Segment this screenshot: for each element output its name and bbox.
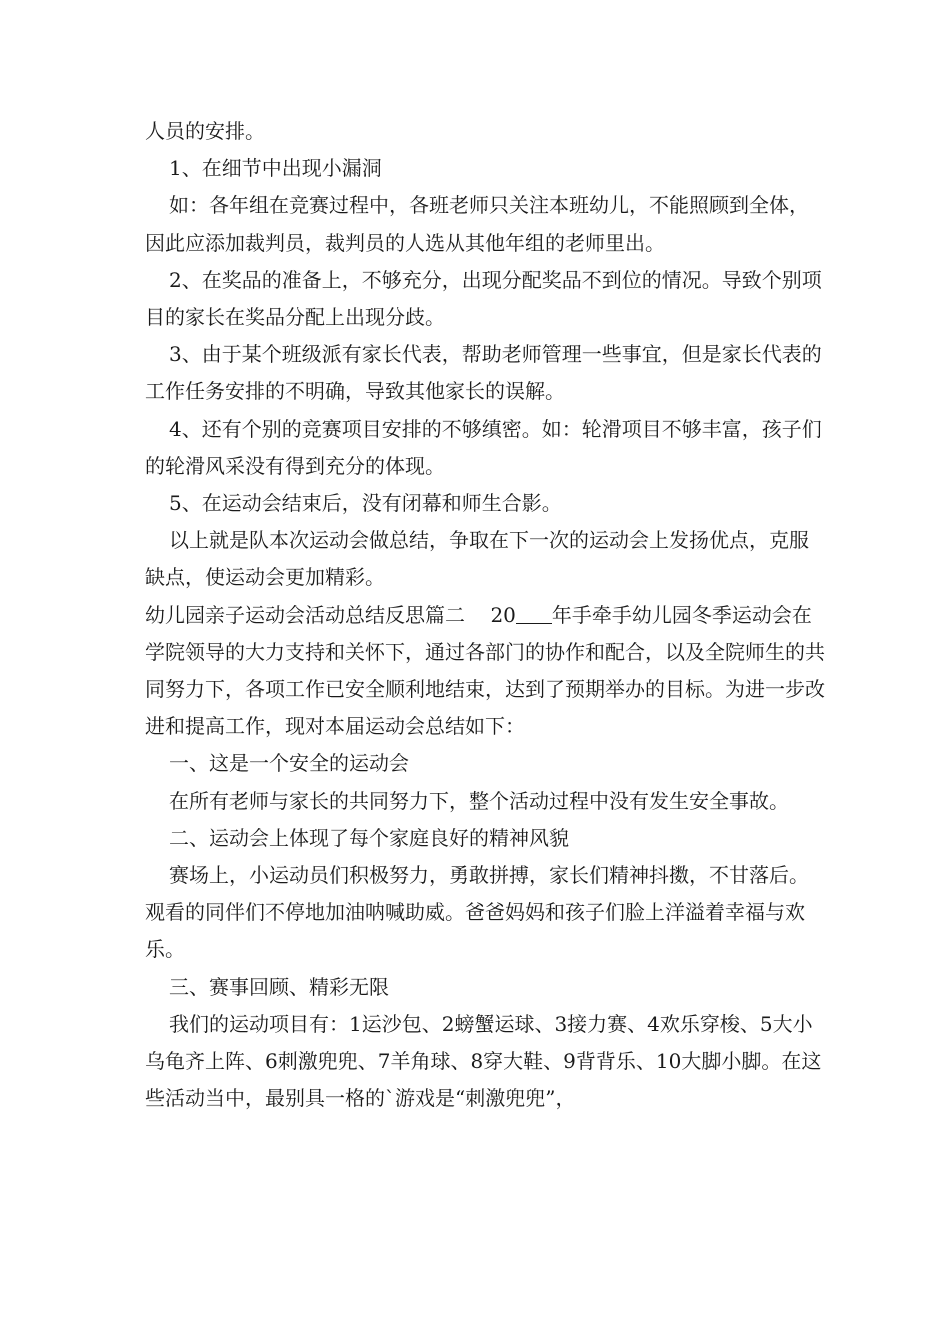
paragraph: 在所有老师与家长的共同努力下，整个活动过程中没有发生安全事故。 xyxy=(169,788,789,813)
paragraph: 以上就是队本次运动会做总结，争取在下一次的运动会上发扬优点，克服缺点，使运动会更加精彩。 xyxy=(145,528,809,590)
paragraph: 2、在奖品的准备上，不够充分，出现分配奖品不到位的情况。导致个别项目的家长在奖品分配上出现分歧。 xyxy=(145,267,822,330)
paragraph: 如：各年组在竞赛过程中，各班老师只关注本班幼儿，不能照顾到全体，因此应添加裁判员，裁判员的人选从其他年组的老师里出。 xyxy=(145,193,809,255)
section-title: 幼儿园亲子运动会活动总结反思篇二 xyxy=(145,602,465,627)
section-intro-body: 年手牵手幼儿园冬季运动会在学院领导的大力支持和关怀下，通过各部门的协作和配合，以及全院师生的共同努力下，各项工作已安全顺利地结束，达到了预期举办的目标。为进一步改进和提高工作，现对本届运动会总结如下： xyxy=(145,602,825,739)
heading-three: 三、赛事回顾、精彩无限 xyxy=(169,974,389,999)
heading-two: 二、运动会上体现了每个家庭良好的精神风貌 xyxy=(169,825,569,850)
year-blank-underline xyxy=(516,603,552,624)
section-two-intro xyxy=(145,597,825,746)
paragraph: 我们的运动项目有：1运沙包、2螃蟹运球、3接力赛、4欢乐穿梭、5大小乌龟齐上阵、6刺激兜兜、7羊角球、8穿大鞋、9背背乐、10大脚小脚。在这些活动当中，最别具一格的`游戏是“刺激兜兜”， xyxy=(145,1011,822,1111)
heading-one: 一、这是一个安全的运动会 xyxy=(169,751,409,776)
paragraph: 赛场上，小运动员们积极努力，勇敢拼搏，家长们精神抖擞，不甘落后。观看的同伴们不停地加油呐喊助威。爸爸妈妈和孩子们脸上洋溢着幸福与欢乐。 xyxy=(145,863,809,962)
document-body xyxy=(145,113,825,1117)
paragraph: 人员的安排。 xyxy=(145,119,265,143)
paragraph: 5、在运动会结束后，没有闭幕和师生合影。 xyxy=(169,491,562,516)
paragraph: 1、在细节中出现小漏洞 xyxy=(169,156,382,181)
paragraph: 3、由于某个班级派有家长代表，帮助老师管理一些事宜，但是家长代表的工作任务安排的不明确，导致其他家长的误解。 xyxy=(145,342,822,404)
year-prefix: 20 xyxy=(490,602,516,627)
paragraph: 4、还有个别的竞赛项目安排的不够缜密。如：轮滑项目不够丰富，孩子们的轮滑风采没有得到充分的体现。 xyxy=(145,416,822,478)
